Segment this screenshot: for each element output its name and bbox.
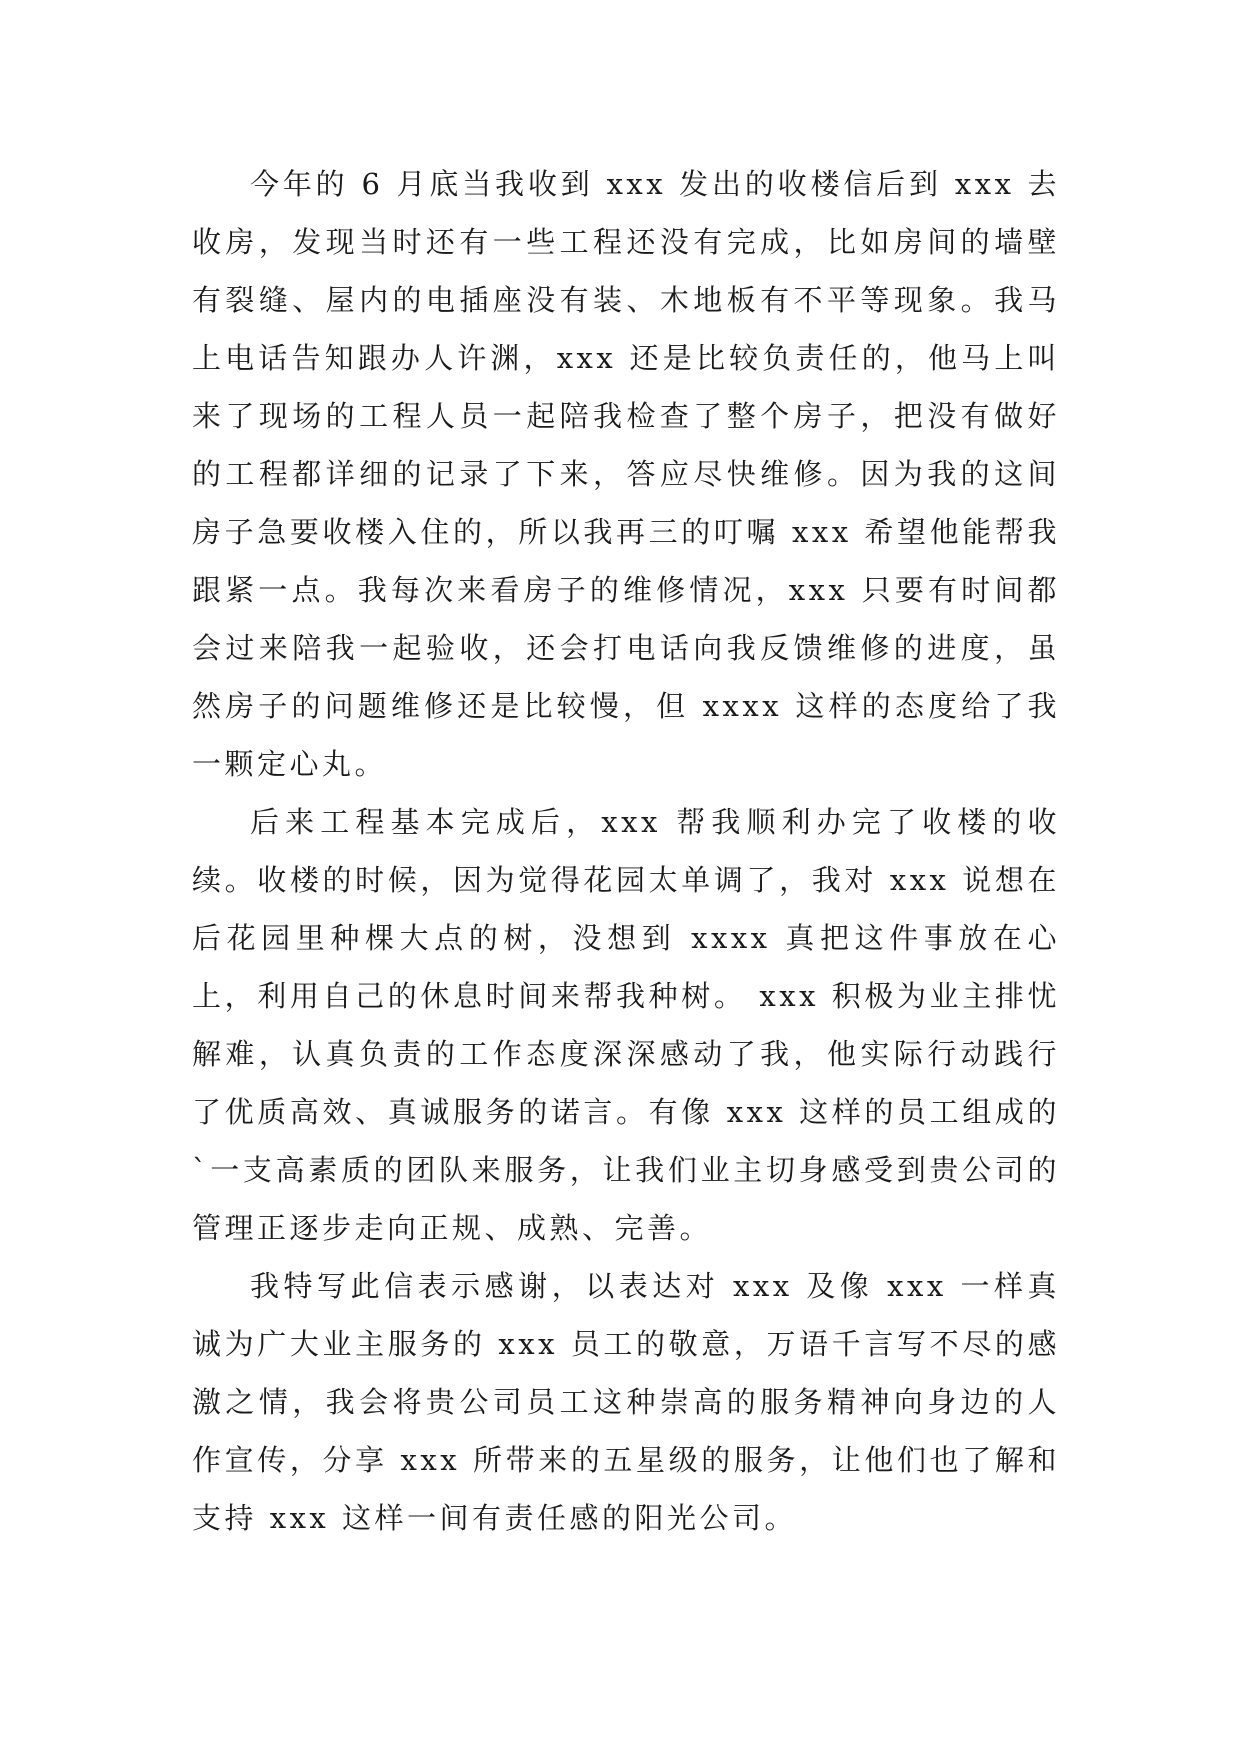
- paragraph-2: 后来工程基本完成后，xxx 帮我顺利办完了收楼的收续。收楼的时候，因为觉得花园太单调了，我对 xxx 说想在后花园里种棵大点的树，没想到 xxxx 真把这件事放在心上，利用自己的休息时间来帮我种树。 xxx 积极为业主排忧解难，认真负责的工作态度深深感动了我，他实际行动践行了优质高效、真诚服务的诺言。有像 xxx 这样的员工组成的`一支高素质的团队来服务，让我们业主切身感受到贵公司的管理正逐步走向正规、成熟、完善。: [192, 805, 1060, 1245]
- paragraph-3: 我特写此信表示感谢，以表达对 xxx 及像 xxx 一样真诚为广大业主服务的 xxx 员工的敬意，万语千言写不尽的感激之情，我会将贵公司员工这种崇高的服务精神向身边的人作宣传，分享 xxx 所带来的五星级的服务，让他们也了解和支持 xxx 这样一间有责任感的阳光公司。: [192, 1269, 1060, 1535]
- letter-body: [192, 155, 1060, 1547]
- paragraph-1: 今年的 6 月底当我收到 xxx 发出的收楼信后到 xxx 去收房，发现当时还有一些工程还没有完成，比如房间的墙壁有裂缝、屋内的电插座没有装、木地板有不平等现象。我马上电话告知跟办人许渊，xxx 还是比较负责任的，他马上叫来了现场的工程人员一起陪我检查了整个房子，把没有做好的工程都详细的记录了下来，答应尽快维修。因为我的这间房子急要收楼入住的，所以我再三的叮嘱 xxx 希望他能帮我跟紧一点。我每次来看房子的维修情况，xxx 只要有时间都会过来陪我一起验收，还会打电话向我反馈维修的进度，虽然房子的问题维修还是比较慢，但 xxxx 这样的态度给了我一颗定心丸。: [192, 167, 1060, 781]
